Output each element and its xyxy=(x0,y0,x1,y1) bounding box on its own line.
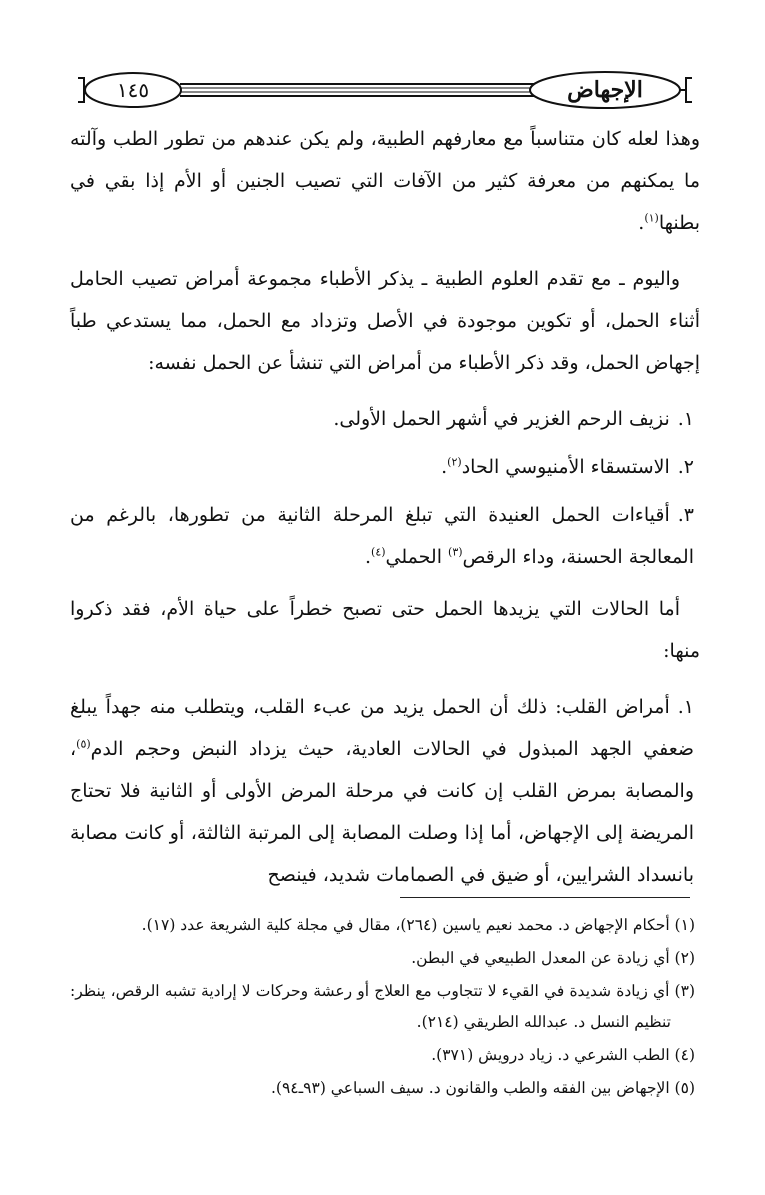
page-number: ١٤٥ xyxy=(116,78,150,102)
footnote-separator xyxy=(400,897,690,898)
list-item-number: ٣. xyxy=(677,504,694,526)
footnote: (٥) الإجهاض بين الفقه والطب والقانون د. سيف السباعي (٩٣ـ٩٤). xyxy=(270,1079,695,1097)
footnote: (٤) الطب الشرعي د. زياد درويش (٣٧١). xyxy=(431,1046,695,1064)
footnote-ref-5: (٥) xyxy=(76,737,91,751)
footnote: (٢) أي زيادة عن المعدل الطبيعي في البطن. xyxy=(411,949,695,967)
list-item xyxy=(70,686,700,896)
list-item: ٢.الاستسقاء الأمنيوسي الحاد$^{(٢)}$. xyxy=(70,446,700,488)
list-item-number: ١. xyxy=(677,408,694,430)
running-header xyxy=(70,70,700,110)
footnotes xyxy=(70,910,695,1106)
list-item-text: أمراض القلب: ذلك أن الحمل يزيد من عبء القلب، ويتطلب منه جهداً يبلغ ضعفي الجهد المبذول في الحالات العادية، حيث يزداد النبض وحجم الدم xyxy=(70,696,694,760)
paragraph-1-text: وهذا لعله كان متناسباً مع معارفهم الطبية، ولم يكن عندهم من تطور الطب وآلته ما يمكنهم من معرفة كثير من الآفات التي تصيب الجنين أو الأم إذا بقي في بطنها xyxy=(70,128,700,234)
footnote-ref-4: (٤) xyxy=(371,545,386,559)
list-item xyxy=(70,398,700,440)
list-item xyxy=(70,494,700,578)
paragraph-1 xyxy=(70,118,700,244)
chapter-title: الإجهاض xyxy=(567,77,643,103)
footnote: (٣) أي زيادة شديدة في القيء لا تتجاوب مع العلاج أو رعشة وحركات لا إرادية تشبه الرقص، ينظر: تنظيم النسل د. عبدالله الطريقي (٢١٤). xyxy=(70,982,695,1031)
list-item-number: ٢. xyxy=(677,456,694,478)
list-item-text-cont: ، والمصابة بمرض القلب إن كانت في مرحلة المرض الأولى أو الثانية فلا تحتاج المريضة إلى الإجهاض، أما إذا وصلت المصابة إلى المرتبة الثالثة، أو كانت مصابة بانسداد الشرايين، أو ضيق في الصمامات شديد، فينصح xyxy=(70,738,694,886)
footnote-ref-3: (٣) xyxy=(448,545,463,559)
footnote-ref-2: (٢) xyxy=(447,455,462,469)
footnote: (١) أحكام الإجهاض د. محمد نعيم ياسين (٢٦٤)، مقال في مجلة كلية الشريعة عدد (١٧). xyxy=(141,916,695,934)
paragraph-3: أما الحالات التي يزيدها الحمل حتى تصبح خطراً على حياة الأم، فقد ذكروا منها: xyxy=(70,598,700,662)
paragraph-2: واليوم ـ مع تقدم العلوم الطبية ـ يذكر الأطباء مجموعة أمراض تصيب الحامل أثناء الحمل، أو تكوين موجودة في الأصل وتزداد مع الحمل، مما يستدعي طباً إجهاض الحمل، وقد ذكر الأطباء من أمراض التي تنشأ عن الحمل نفسه: xyxy=(70,268,700,374)
list-item-text: نزيف الرحم الغزير في أشهر الحمل الأولى. xyxy=(333,408,670,430)
list-item-text-cont: الحملي xyxy=(385,546,449,568)
paragraph-1-end: . xyxy=(638,212,645,234)
list-item-end: . xyxy=(364,546,372,568)
main-text xyxy=(70,118,700,902)
list-item-text: أقياءات الحمل العنيدة التي تبلغ المرحلة الثانية من تطورها، بالرغم من المعالجة الحسنة، وداء الرقص xyxy=(70,504,694,568)
footnote-ref-1: (١) xyxy=(644,211,659,225)
list-item-text: الاستسقاء الأمنيوسي الحاد xyxy=(461,456,670,478)
list-item-number: ١. xyxy=(677,696,694,718)
